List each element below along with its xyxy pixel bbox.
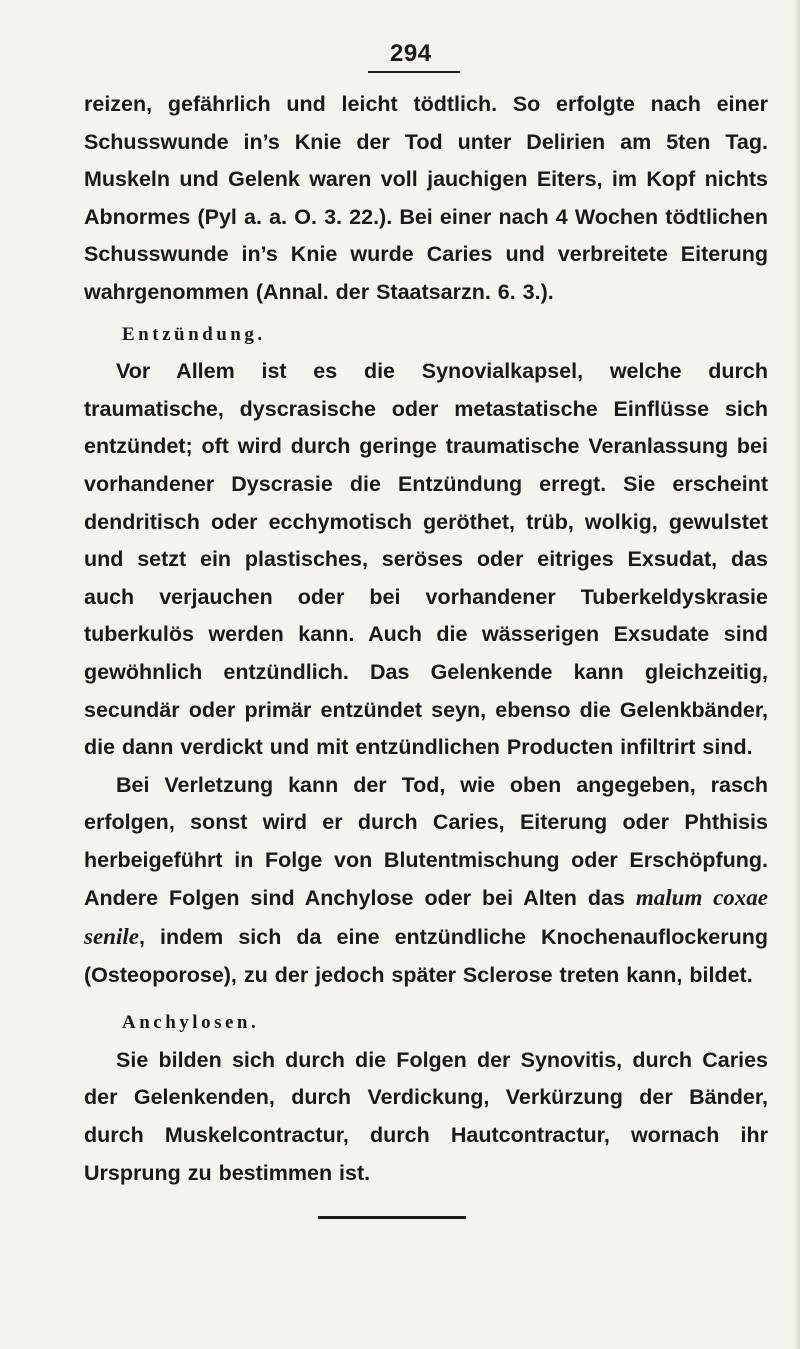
anchylosen-paragraph: Sie bilden sich durch die Folgen der Synovitis, durch Caries der Gelenkenden, durch Verdickung, Verkürzung der Bänder, durch Muskelcontractur, durch Hautcontractur, wornach ihr Ursprung zu bestimmen ist. [84,1047,768,1185]
paragraph-text-end: , indem sich da eine entzündliche Knochenauflockerung (Osteoporose), zu der jedoch später Sclerose treten kann, bildet. [84,925,768,987]
end-rule [318,1216,466,1219]
page-text [84,86,768,1192]
entzuendung-paragraph-2 [84,767,768,995]
page-number: 294 [390,40,432,67]
section-heading-anchylosen: Anchylosen. [122,1012,260,1034]
paragraph-text-start: Bei Verletzung kann der Tod, wie oben angegeben, rasch erfolgen, sonst wird er durch Caries, Eiterung oder Phthisis herbeigeführt in Folge von Blutentmischung oder Erschöpfung. Andere Folgen sind Anchylose oder bei Alten das [84,772,768,911]
page-number-rule [368,71,460,73]
latin-term: malum coxae senile [84,885,768,950]
entzuendung-paragraph-1: Vor Allem ist es die Synovialkapsel, welche durch traumatische, dyscrasische oder metastatische Einflüsse sich entzündet; oft wird durch geringe traumatische Veranlassung bei vorhandener Dyscrasie die Entzündung erregt. Sie erscheint dendritisch oder ecchymotisch geröthet, trüb, wolkig, gewulstet und setzt ein plastisches, seröses oder eitriges Exsudat, das auch verjauchen oder bei vorhandener Tuberkeldyskrasie tuberkulös werden kann. Auch die wässerigen Exsudate sind gewöhnlich entzündlich. Das Gelenkende kann gleichzeitig, secundär oder primär entzündet seyn, ebenso die Gelenkbänder, die dann verdickt und mit entzündlichen Producten infiltrirt sind. [84,359,768,760]
page-edge-shadow [794,0,800,1349]
intro-paragraph: reizen, gefährlich und leicht tödtlich. So erfolgte nach einer Schusswunde in’s Knie der Tod unter Delirien am 5ten Tag. Muskeln und Gelenk waren voll jauchigen Eiters, im Kopf nichts Abnormes (Pyl a. a. O. 3. 22.). Bei einer nach 4 Wochen tödtlichen Schusswunde in’s Knie wurde Caries und verbreitete Eiterung wahrgenommen (Annal. der Staatsarzn. 6. 3.). [84,92,768,304]
section-heading-entzuendung: Entzündung. [122,323,266,345]
